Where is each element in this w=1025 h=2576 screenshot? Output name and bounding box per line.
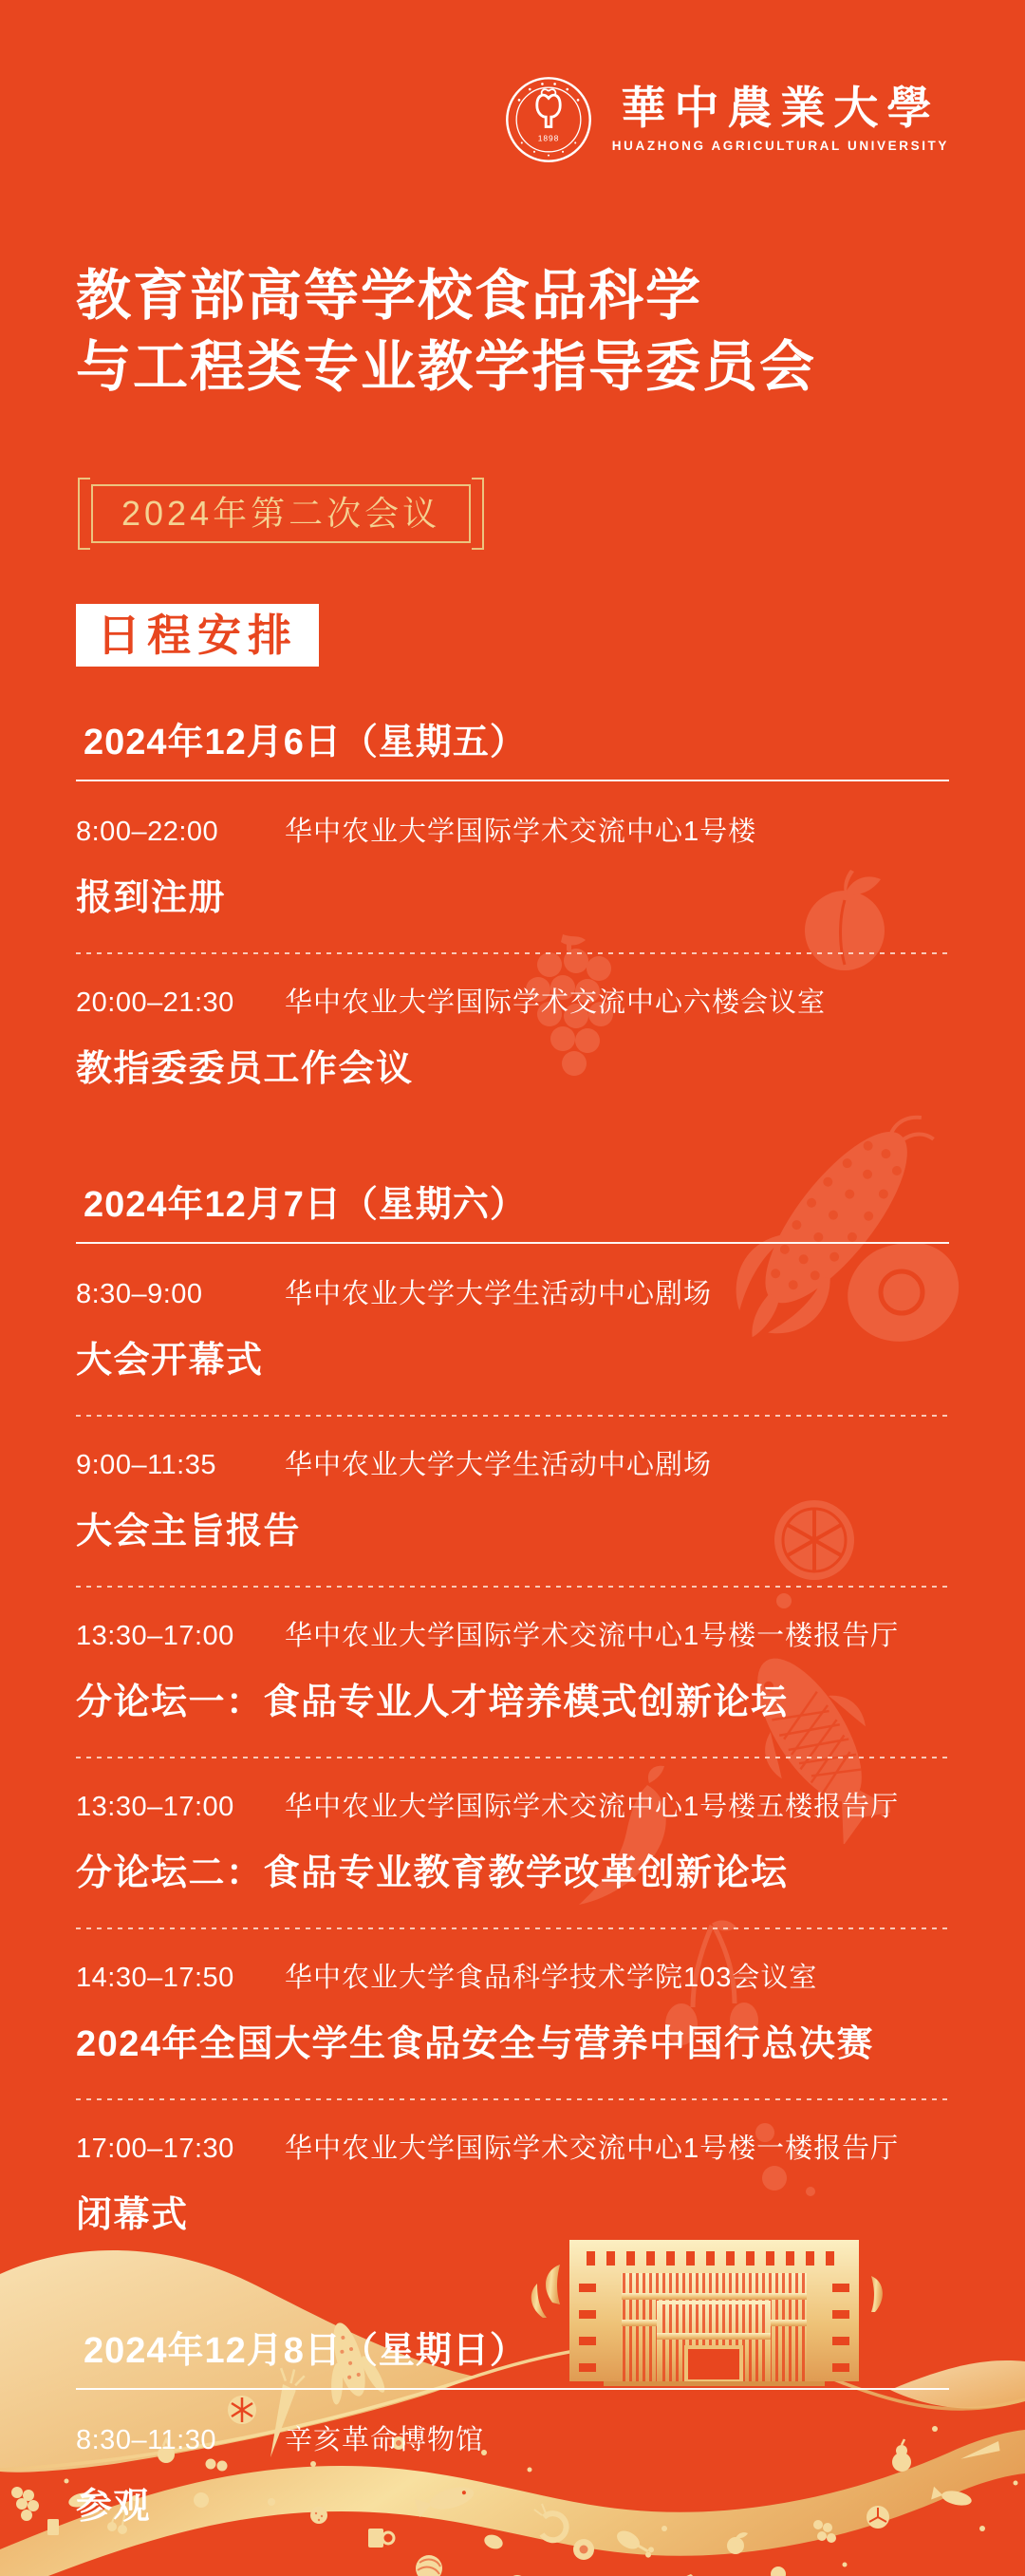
item-location: 华中农业大学国际学术交流中心六楼会议室: [285, 987, 827, 1018]
item-event: 2024年全国大学生食品安全与营养中国行总决赛: [76, 2023, 875, 2064]
day-date: 2024年12月7日（星期六）: [76, 1175, 949, 1244]
day-date: 2024年12月8日（星期日）: [76, 2321, 949, 2390]
schedule-item-header: [76, 2127, 949, 2166]
item-time: 20:00–21:30: [76, 987, 234, 1018]
schedule-section-label: 日程安排: [76, 604, 319, 667]
item-location: 华中农业大学大学生活动中心剧场: [285, 1449, 713, 1480]
schedule-item-header: [76, 1272, 949, 1311]
schedule-item: [76, 781, 949, 952]
item-location: 华中农业大学大学生活动中心剧场: [285, 1278, 713, 1309]
item-time: 9:00–11:35: [76, 1449, 216, 1480]
item-time: 8:00–22:00: [76, 816, 219, 847]
schedule-day: [76, 2321, 949, 2561]
schedule-item-header: [76, 1956, 949, 1995]
item-time: 13:30–17:00: [76, 1791, 234, 1822]
item-time: 14:30–17:50: [76, 1962, 234, 1993]
conference-title: [76, 260, 949, 404]
schedule-item-header: [76, 981, 949, 1020]
schedule-item: [76, 1586, 949, 1757]
item-location: 华中农业大学国际学术交流中心1号楼: [285, 816, 757, 847]
item-location: 辛亥革命博物馆: [285, 2424, 485, 2455]
schedule-item: [76, 1757, 949, 1927]
item-location: 华中农业大学食品科学技术学院103会议室: [285, 1962, 818, 1993]
item-time: 17:00–17:30: [76, 2133, 234, 2164]
schedule-days: [76, 712, 949, 2561]
item-event: 报到注册: [76, 877, 227, 918]
item-event: 闭幕式: [76, 2194, 189, 2235]
schedule-item: [76, 1244, 949, 1415]
day-items: [76, 2390, 949, 2561]
schedule-day: [76, 712, 949, 1123]
university-name-cn: 華中農業大學: [621, 83, 941, 135]
item-event: 大会主旨报告: [76, 1511, 302, 1551]
schedule-item: [76, 2390, 949, 2561]
university-logo: [76, 74, 949, 165]
item-location: 华中农业大学国际学术交流中心1号楼五楼报告厅: [285, 1791, 900, 1822]
conference-title-line1: 教育部高等学校食品科学: [76, 265, 703, 327]
schedule-item: [76, 2098, 949, 2269]
university-name-en: HUAZHONG AGRICULTURAL UNIVERSITY: [611, 139, 949, 153]
schedule-day: [76, 1175, 949, 2269]
seal-year: 1898: [537, 133, 560, 143]
day-date: 2024年12月6日（星期五）: [76, 712, 949, 781]
university-seal-icon: [504, 75, 593, 164]
item-event: 分论坛二：食品专业教育教学改革创新论坛: [76, 1852, 789, 1893]
schedule-item-header: [76, 2418, 949, 2457]
item-location: 华中农业大学国际学术交流中心1号楼一楼报告厅: [285, 2133, 900, 2164]
day-items: [76, 1244, 949, 2269]
item-event: 教指委委员工作会议: [76, 1048, 414, 1089]
schedule-item: [76, 952, 949, 1123]
item-event: 大会开幕式: [76, 1340, 264, 1381]
item-time: 8:30–9:00: [76, 1278, 203, 1309]
item-event: 参观: [76, 2486, 152, 2527]
item-location: 华中农业大学国际学术交流中心1号楼一楼报告厅: [285, 1620, 900, 1651]
schedule-item-header: [76, 1614, 949, 1653]
item-time: 13:30–17:00: [76, 1620, 234, 1651]
schedule-item-header: [76, 1443, 949, 1482]
schedule-item-header: [76, 810, 949, 849]
item-event: 分论坛一：食品专业人才培养模式创新论坛: [76, 1682, 789, 1722]
conference-title-line2: 与工程类专业教学指导委员会: [76, 336, 817, 399]
schedule-item: [76, 1927, 949, 2098]
schedule-item: [76, 1415, 949, 1586]
meeting-badge: 2024年第二次会议: [91, 484, 471, 543]
day-items: [76, 781, 949, 1123]
item-time: 8:30–11:30: [76, 2424, 216, 2455]
schedule-item-header: [76, 1785, 949, 1824]
